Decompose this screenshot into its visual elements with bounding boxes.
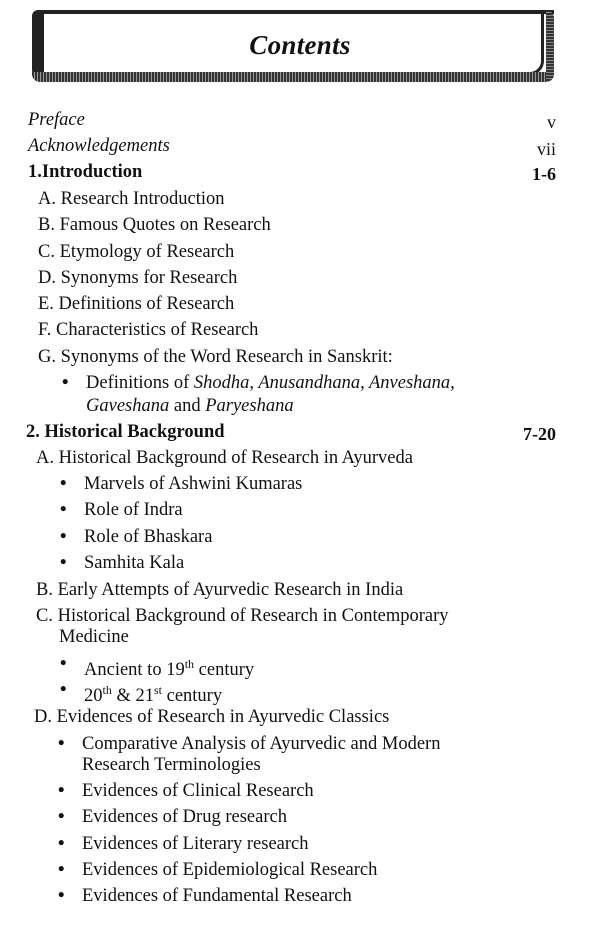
superscript: th [184,657,195,671]
page-title: Contents [249,30,351,60]
toc-chapter-1: 1.Introduction [28,162,143,182]
toc-bullet-item: • Evidences of Fundamental Research [82,886,352,906]
toc-entry-preface: Preface [28,110,85,130]
toc-item: G. Synonyms of the Word Research in Sanskrit: [38,347,393,367]
toc-bullet-item: • Comparative Analysis of Ayurvedic and Modern [82,734,440,754]
toc-bullet-item: • Evidences of Drug research [82,807,287,827]
bullet-text: and [169,396,206,416]
toc-item-continuation: Medicine [59,627,129,647]
toc-page-acknowledgements: vii [536,139,556,159]
toc-item: A. Historical Background of Research in Ayurveda [36,448,413,468]
toc-item: D. Synonyms for Research [38,268,238,288]
toc-bullet-item [84,680,222,706]
bullet-text: Ancient to 19 [84,660,185,681]
bullet-text-italic: Gaveshana [86,396,170,416]
toc-page-chapter-1: 1-6 [532,164,556,184]
bullet-text-italic: Paryeshana [205,396,294,416]
toc-bullet-item: • Role of Indra [84,500,183,520]
toc-item: A. Research Introduction [38,189,225,209]
toc-page-preface: v [547,112,556,132]
toc-item: D. Evidences of Research in Ayurvedic Classics [34,707,390,727]
toc-chapter-2: 2. Historical Background [26,422,225,442]
toc-page-chapter-2: 7-20 [523,424,556,444]
toc-entry-acknowledgements: Acknowledgements [28,136,170,156]
toc-bullet-continuation [86,396,294,416]
bullet-text: & 21 [111,686,154,707]
toc-item: C. Etymology of Research [38,242,235,262]
toc-bullet-continuation: Research Terminologies [82,755,261,775]
bullet-text: century [162,686,223,707]
toc-bullet-item: • Evidences of Clinical Research [82,781,314,801]
bullet-text: century [194,660,255,681]
toc-bullet-item: • Samhita Kala [84,553,184,573]
toc-bullet-item [86,373,455,393]
toc-bullet-item: • Evidences of Literary research [82,834,309,854]
toc-bullet-item: • Marvels of Ashwini Kumaras [84,474,302,494]
toc-item: E. Definitions of Research [38,294,235,314]
toc-item: B. Famous Quotes on Research [38,215,271,235]
superscript: th [102,683,112,697]
frame-bottom-hatch [32,72,554,82]
bullet-text: Definitions of [86,373,194,393]
toc-item: C. Historical Background of Research in Contemporary [36,606,449,626]
toc-item: B. Early Attempts of Ayurvedic Research in India [36,580,404,600]
bullet-text: 20 [84,686,103,707]
toc-bullet-item: • Role of Bhaskara [84,527,212,547]
toc-item: F. Characteristics of Research [38,320,259,340]
superscript: st [153,683,162,697]
toc-bullet-item [84,654,254,680]
bullet-text-italic: Shodha, Anusandhana, Anveshana, [193,373,455,393]
toc-bullet-item: • Evidences of Epidemiological Research [82,860,377,880]
